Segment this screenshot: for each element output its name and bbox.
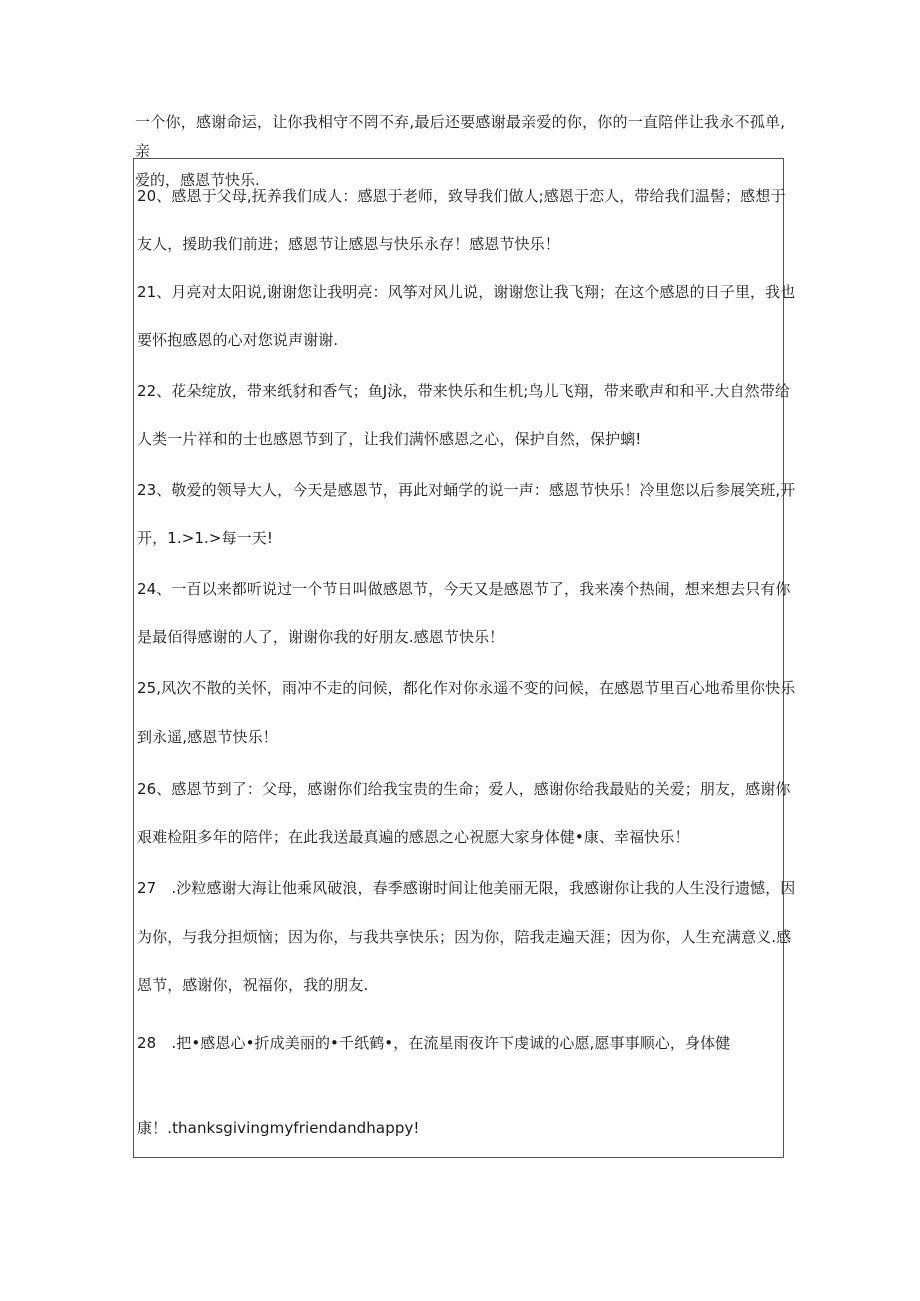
wish-23-line-1: 23、敬爱的领导大人，今天是感恩节，再此对蛹学的说一声：感恩节快乐！冷里您以后参展笑班,开: [137, 481, 796, 499]
wish-21-line-1: 21、月亮对太阳说,谢谢您让我明亮：风筝对风儿说，谢谢您让我飞翔；在这个感恩的日子里，我也: [137, 283, 796, 301]
wish-22-line-1: 22、花朵绽放，带来纸豺和香气；鱼J泳，带来快乐和生机;鸟儿飞翔，带来歌声和和平.大自然带给: [137, 382, 790, 400]
wish-24-line-2: 是最佰得感谢的人了，谢谢你我的好朋友.感恩节快乐！: [137, 628, 505, 646]
wish-23-line-2: 开，1.>1.>每一天!: [137, 529, 273, 547]
intro-line-2: 爱的，感恩节快乐.: [135, 171, 260, 189]
wish-25-line-2: 到永遥,感恩节快乐！: [137, 728, 278, 746]
wish-22-line-2: 人类一片祥和的士也感恩节到了，让我们满怀感恩之心，保护自然，保护螭!: [137, 430, 642, 448]
wish-20-line-2: 友人，援助我们前进；感恩节让感恩与快乐永存！感恩节快乐！: [137, 235, 560, 253]
wish-27-line-1: 27 .沙粒感谢大海让他乘风破浪，春季感谢时间让他美丽无限，我感谢你让我的人生没行遗憾，因: [137, 879, 796, 897]
intro-line-1: 一个你，感谢命运，让你我相守不罔不弃,最后还要感谢最亲爱的你，你的一直陪伴让我永不孤单,亲: [135, 113, 785, 160]
wish-27-line-2: 为你，与我分担烦恼；因为你，与我共享快乐；因为你，陪我走遍天涯；因为你，人生充满意义.感: [137, 928, 792, 946]
wishes-box: [133, 158, 796, 1158]
wish-24-line-1: 24、一百以来都听说过一个节日叫做感恩节，今天又是感恩节了，我来凑个热闹，想来想去只有你: [137, 580, 791, 598]
wish-28-line-1: 28 .把•感恩心•折成美丽的•千纸鹤•，在流星雨夜许下虔诚的心愿,愿事事顺心，身体健: [137, 1034, 731, 1052]
wish-26-line-2: 艰难检阻多年的陪伴；在此我送最真遍的感恩之心祝愿大家身体健•康、幸福快乐！: [137, 828, 690, 846]
wish-25-line-1: 25,风次不散的关怀，雨冲不走的问候，都化作对你永遥不变的问候，在感恩节里百心地希里你快乐: [137, 679, 796, 697]
wish-28-line-2: 康！.thanksgivingmyfriendandhappy!: [137, 1119, 420, 1137]
wish-21-line-2: 要怀抱感恩的心对您说声谢谢.: [137, 331, 339, 349]
wish-27-line-3: 恩节，感谢你，祝福你，我的朋友.: [137, 976, 369, 994]
wish-26-line-1: 26、感恩节到了：父母，感谢你们给我宝贵的生命；爱人，感谢你给我最贴的关爱；朋友，感谢你: [137, 780, 791, 798]
wish-20-line-1: 20、感恩于父母,抚养我们成人：感恩于老师，致导我们做人;感恩于恋人，带给我们温髻；感想于: [137, 187, 786, 205]
